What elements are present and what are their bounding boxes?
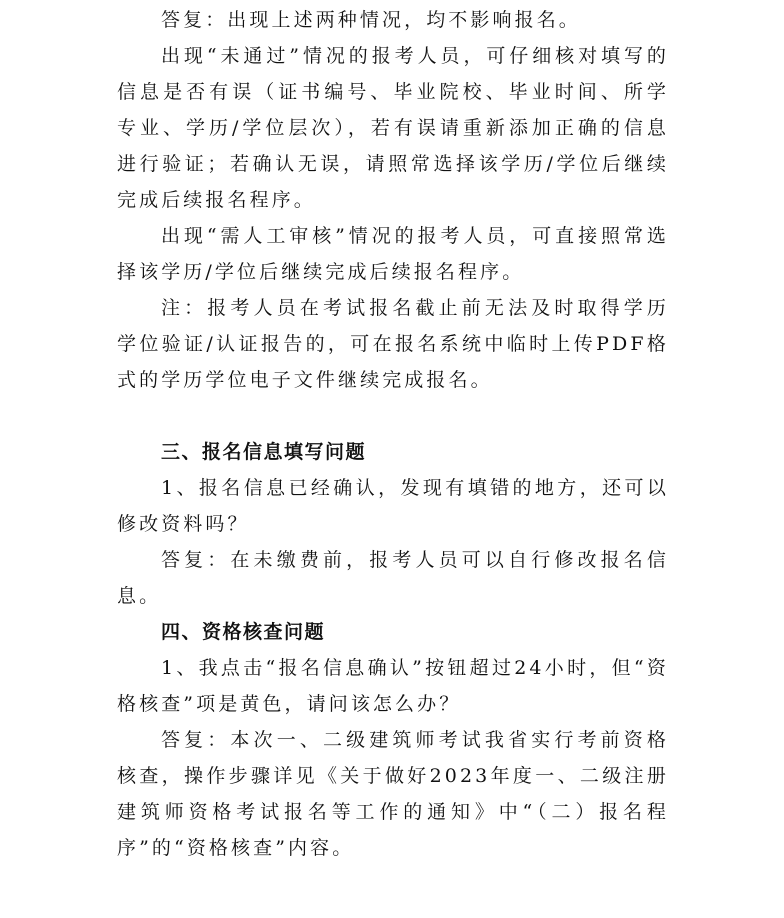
section-3-heading: 三、报名信息填写问题 (161, 441, 367, 463)
question-3-1: 1、报名信息已经确认，发现有填错的地方，还可以修改资料吗？ (117, 477, 669, 535)
note-paragraph: 注：报考人员在考试报名截止前无法及时取得学历学位验证/认证报告的，可在报名系统中临时上传PDF格式的学历学位电子文件继续完成报名。 (117, 297, 670, 391)
answer-3-1: 答复：在未缴费前，报考人员可以自行修改报名信息。 (117, 549, 669, 607)
answer-4-1: 答复：本次一、二级建筑师考试我省实行考前资格核查，操作步骤详见《关于做好2023年度一、二级注册建筑师资格考试报名等工作的通知》中“（二）报名程序”的“资格核查”内容。 (117, 729, 669, 859)
manual-review-paragraph: 出现“需人工审核”情况的报考人员，可直接照常选择该学历/学位后继续完成后续报名程序。 (117, 225, 669, 283)
section-4-heading: 四、资格核查问题 (161, 621, 326, 643)
question-4-1: 1、我点击“报名信息确认”按钮超过24小时，但“资格核查”项是黄色，请问该怎么办？ (117, 657, 669, 715)
answer-paragraph-1: 答复：出现上述两种情况，均不影响报名。 (161, 9, 581, 31)
not-passed-paragraph: 出现“未通过”情况的报考人员，可仔细核对填写的信息是否有误（证书编号、毕业院校、毕业时间、所学专业、学历/学位层次），若有误请重新添加正确的信息进行验证；若确认无误，请照常选择该学历/学位后继续完成后续报名程序。 (117, 45, 669, 211)
